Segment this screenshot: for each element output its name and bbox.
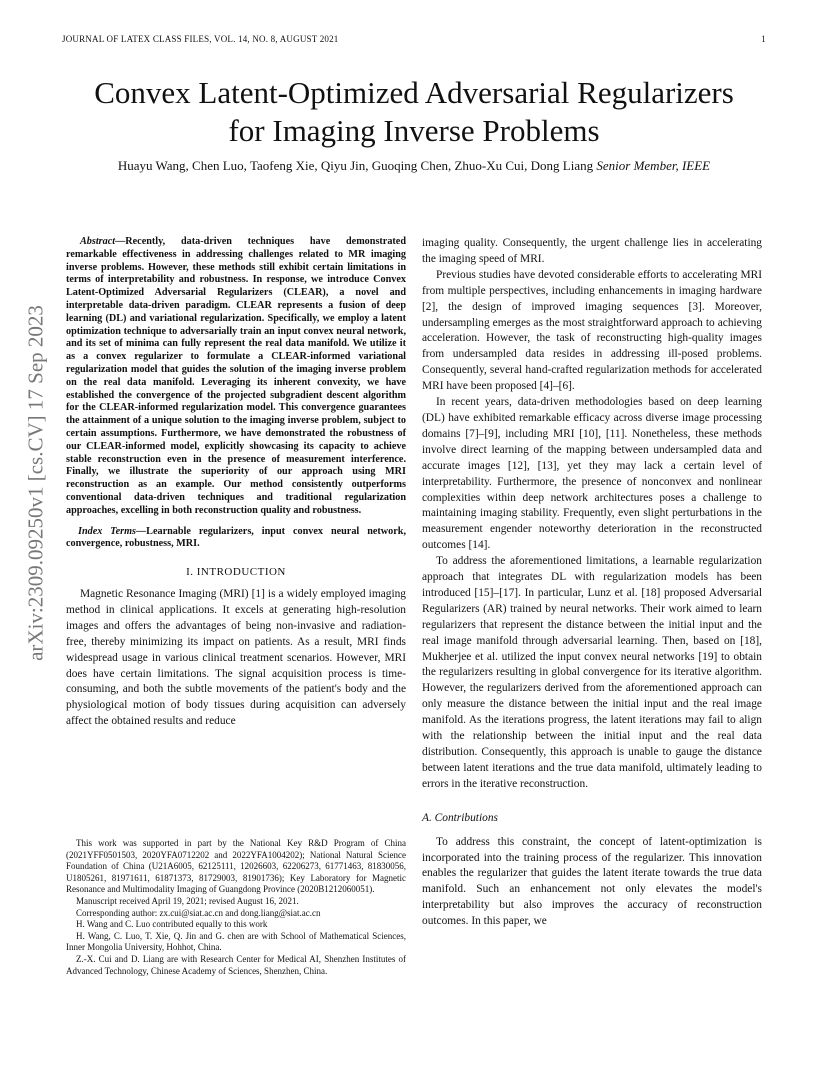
footnote-manuscript: Manuscript received April 19, 2021; revised August 16, 2021. [76, 895, 299, 906]
page-number: 1 [761, 34, 766, 44]
contributions-paragraph: To address this constraint, the concept of latent-optimization is incorporated into the training process of the regularizer. This innovation enables the regularizer that guides the latent iterate towards the true data manifold. Such an enhancement not only elevates the model's interpretability but also improves the accuracy of reconstruction outcomes. In this paper, we [422, 835, 762, 928]
arxiv-identifier: arXiv:2309.09250v1 [cs.CV] 17 Sep 2023 [23, 305, 48, 661]
running-header [62, 34, 766, 44]
left-column [66, 236, 406, 730]
footnote-funding: This work was supported in part by the National Key R&D Program of China (2021YFF0501503, 2020YFA0712202 and 2022YFA1004202); National Natural Science Foundation of China (U21A6005, 62125111, 12026603, 62206273, 61771463, 81830056, U1805261, 81971611, 61871373, 81729003, 81901736); Key Laboratory for Magnetic Resonance and Multimodality Imaging of Guangdong Province (2020B1212060051). [66, 838, 406, 895]
paper-title [40, 74, 788, 150]
footnote-affiliation-2: Z.-X. Cui and D. Liang are with Research Center for Medical AI, Shenzhen Institutes of Advanced Technology, Chinese Academy of Sciences, Shenzhen, China. [66, 953, 406, 976]
right-column [422, 236, 762, 930]
footnote-equal: H. Wang and C. Luo contributed equally to this work [76, 919, 268, 930]
index-terms-label: Index Terms [78, 525, 136, 537]
author-list [40, 158, 788, 174]
subsection-heading-contributions: A. Contributions [422, 811, 498, 824]
journal-name: JOURNAL OF LATEX CLASS FILES, VOL. 14, NO. 8, AUGUST 2021 [62, 34, 339, 44]
abstract-text: —Recently, data-driven techniques have demonstrated remarkable effectiveness in addressing challenges related to MR imaging inverse problems. However, these methods still exhibit certain limitations in terms of interpretability and robustness. In response, we introduce Convex Latent-Optimized Adversarial Regularizers (CLEAR), a novel and interpretable data-driven paradigm. CLEAR represents a fusion of deep learning (DL) and variational regularization. Specifically, we employ a latent optimization technique to adversarially train an input convex neural network, and its set of minima can fully represent the real data manifold. We utilize it as a convex regularizer to formulate a CLEAR-informed variational regularization model that guides the solution of the imaging inverse problem on the real data manifold. Leveraging its inherent convexity, we have established the convergence of the projected subgradient descent algorithm for the CLEAR-informed regularization model. This convergence guarantees the attainment of a unique solution to the imaging inverse problem, subject to certain assumptions. Furthermore, we have demonstrated the robustness of our CLEAR-informed model, explicitly showcasing its capacity to achieve stable reconstruction even in the presence of measurement interference. Finally, we illustrate the superiority of our approach using MRI reconstruction as an example. Our method consistently outperforms conventional data-driven techniques and traditional regularization approaches, excelling in both reconstruction quality and robustness. [66, 236, 406, 516]
index-terms-text: —Learnable regularizers, input convex neural network, convergence, robustness, MRI. [66, 525, 406, 550]
footnotes [66, 838, 406, 977]
footnote-corresponding: Corresponding author: zx.cui@siat.ac.cn and dong.liang@siat.ac.cn [76, 907, 321, 918]
author-names: Huayu Wang, Chen Luo, Taofeng Xie, Qiyu Jin, Guoqing Chen, Zhuo-Xu Cui, Dong Liang [117, 158, 594, 173]
index-terms [66, 526, 406, 552]
title-line-2: for Imaging Inverse Problems [228, 113, 600, 148]
section-heading-introduction: I. INTRODUCTION [186, 566, 286, 579]
arxiv-sidebar [24, 288, 48, 678]
footnote-affiliation-1: H. Wang, C. Luo, T. Xie, Q. Jin and G. chen are with School of Mathematical Sciences, Inner Mongolia University, Hohhot, China. [66, 930, 406, 953]
intro-paragraph-1: Magnetic Resonance Imaging (MRI) [1] is a widely employed imaging method in clinical applications. It excels at generating high-resolution images and offers the advantages of being non-invasive and radiation-free, thereby minimizing its impact on patients. As a result, MRI finds widespread usage in various clinical treatment scenarios. However, MRI does have certain limitations. The signal acquisition process is time-consuming, and both the subtle movements of the patient's body and the physiological motion of body tissues during acquisition can adversely affect the obtained results and reduce [66, 588, 406, 728]
author-suffix: Senior Member, IEEE [596, 158, 711, 173]
intro-paragraph-2: Previous studies have devoted considerable efforts to accelerating MRI from multiple perspectives, including enhancements in imaging hardware [2], the design of improved imaging sequences [3]. Moreover, undersampling emerges as the most straightforward approach to achieving acceleration. However, the task of reconstructing high-quality images from undersampled data resides in addressing ill-posed problems. Consequently, several hand-crafted regularization methods for accelerated MRI have been proposed [4]–[6]. [422, 268, 762, 393]
intro-paragraph-3: In recent years, data-driven methodologies based on deep learning (DL) have exhibited remarkable efficacy across diverse image processing domains [7]–[9], including MRI [10], [11]. Nonetheless, these methods involve direct learning of the mapping between undersampled data and accurate images [12], [13], yet they may lack a certain level of interpretability. Furthermore, the presence of nonconvex and nonlinear complexities within deep network architectures poses a challenge to maintaining imaging stability. Frequently, even slight perturbations in the measurement engender noteworthy deterioration in the reconstructed outcomes [14]. [422, 396, 762, 552]
title-line-1: Convex Latent-Optimized Adversarial Regularizers [94, 75, 734, 110]
intro-paragraph-continued: imaging quality. Consequently, the urgent challenge lies in accelerating the imaging speed of MRI. [422, 237, 762, 265]
intro-paragraph-4: To address the aforementioned limitations, a learnable regularization approach that integrates DL with regularization models has been introduced [15]–[17]. In particular, Lunz et al. [18] proposed Adversarial Regularizers (AR) trained by neural networks. Their work aimed to learn regularizers that represent the distance between the initial input and the real image manifold through adversarial learning. Then, based on [18], Mukherjee et al. utilized the input convex neural networks [19] to obtain the regularizers resulting in global convergence for its iterative algorithm. However, the regularizers derived from the aforementioned approach can only measure the distance between the initial input and the real image manifold. As the iterations progress, the latent iterations may fail to align with the relationship between the initial input and the real data distribution. Consequently, this approach is unable to gauge the distance between latent iterations and the true data manifold, ultimately leading to errors in the iterative reconstruction. [422, 555, 762, 790]
abstract-label: Abstract [80, 236, 116, 247]
abstract [66, 236, 406, 518]
